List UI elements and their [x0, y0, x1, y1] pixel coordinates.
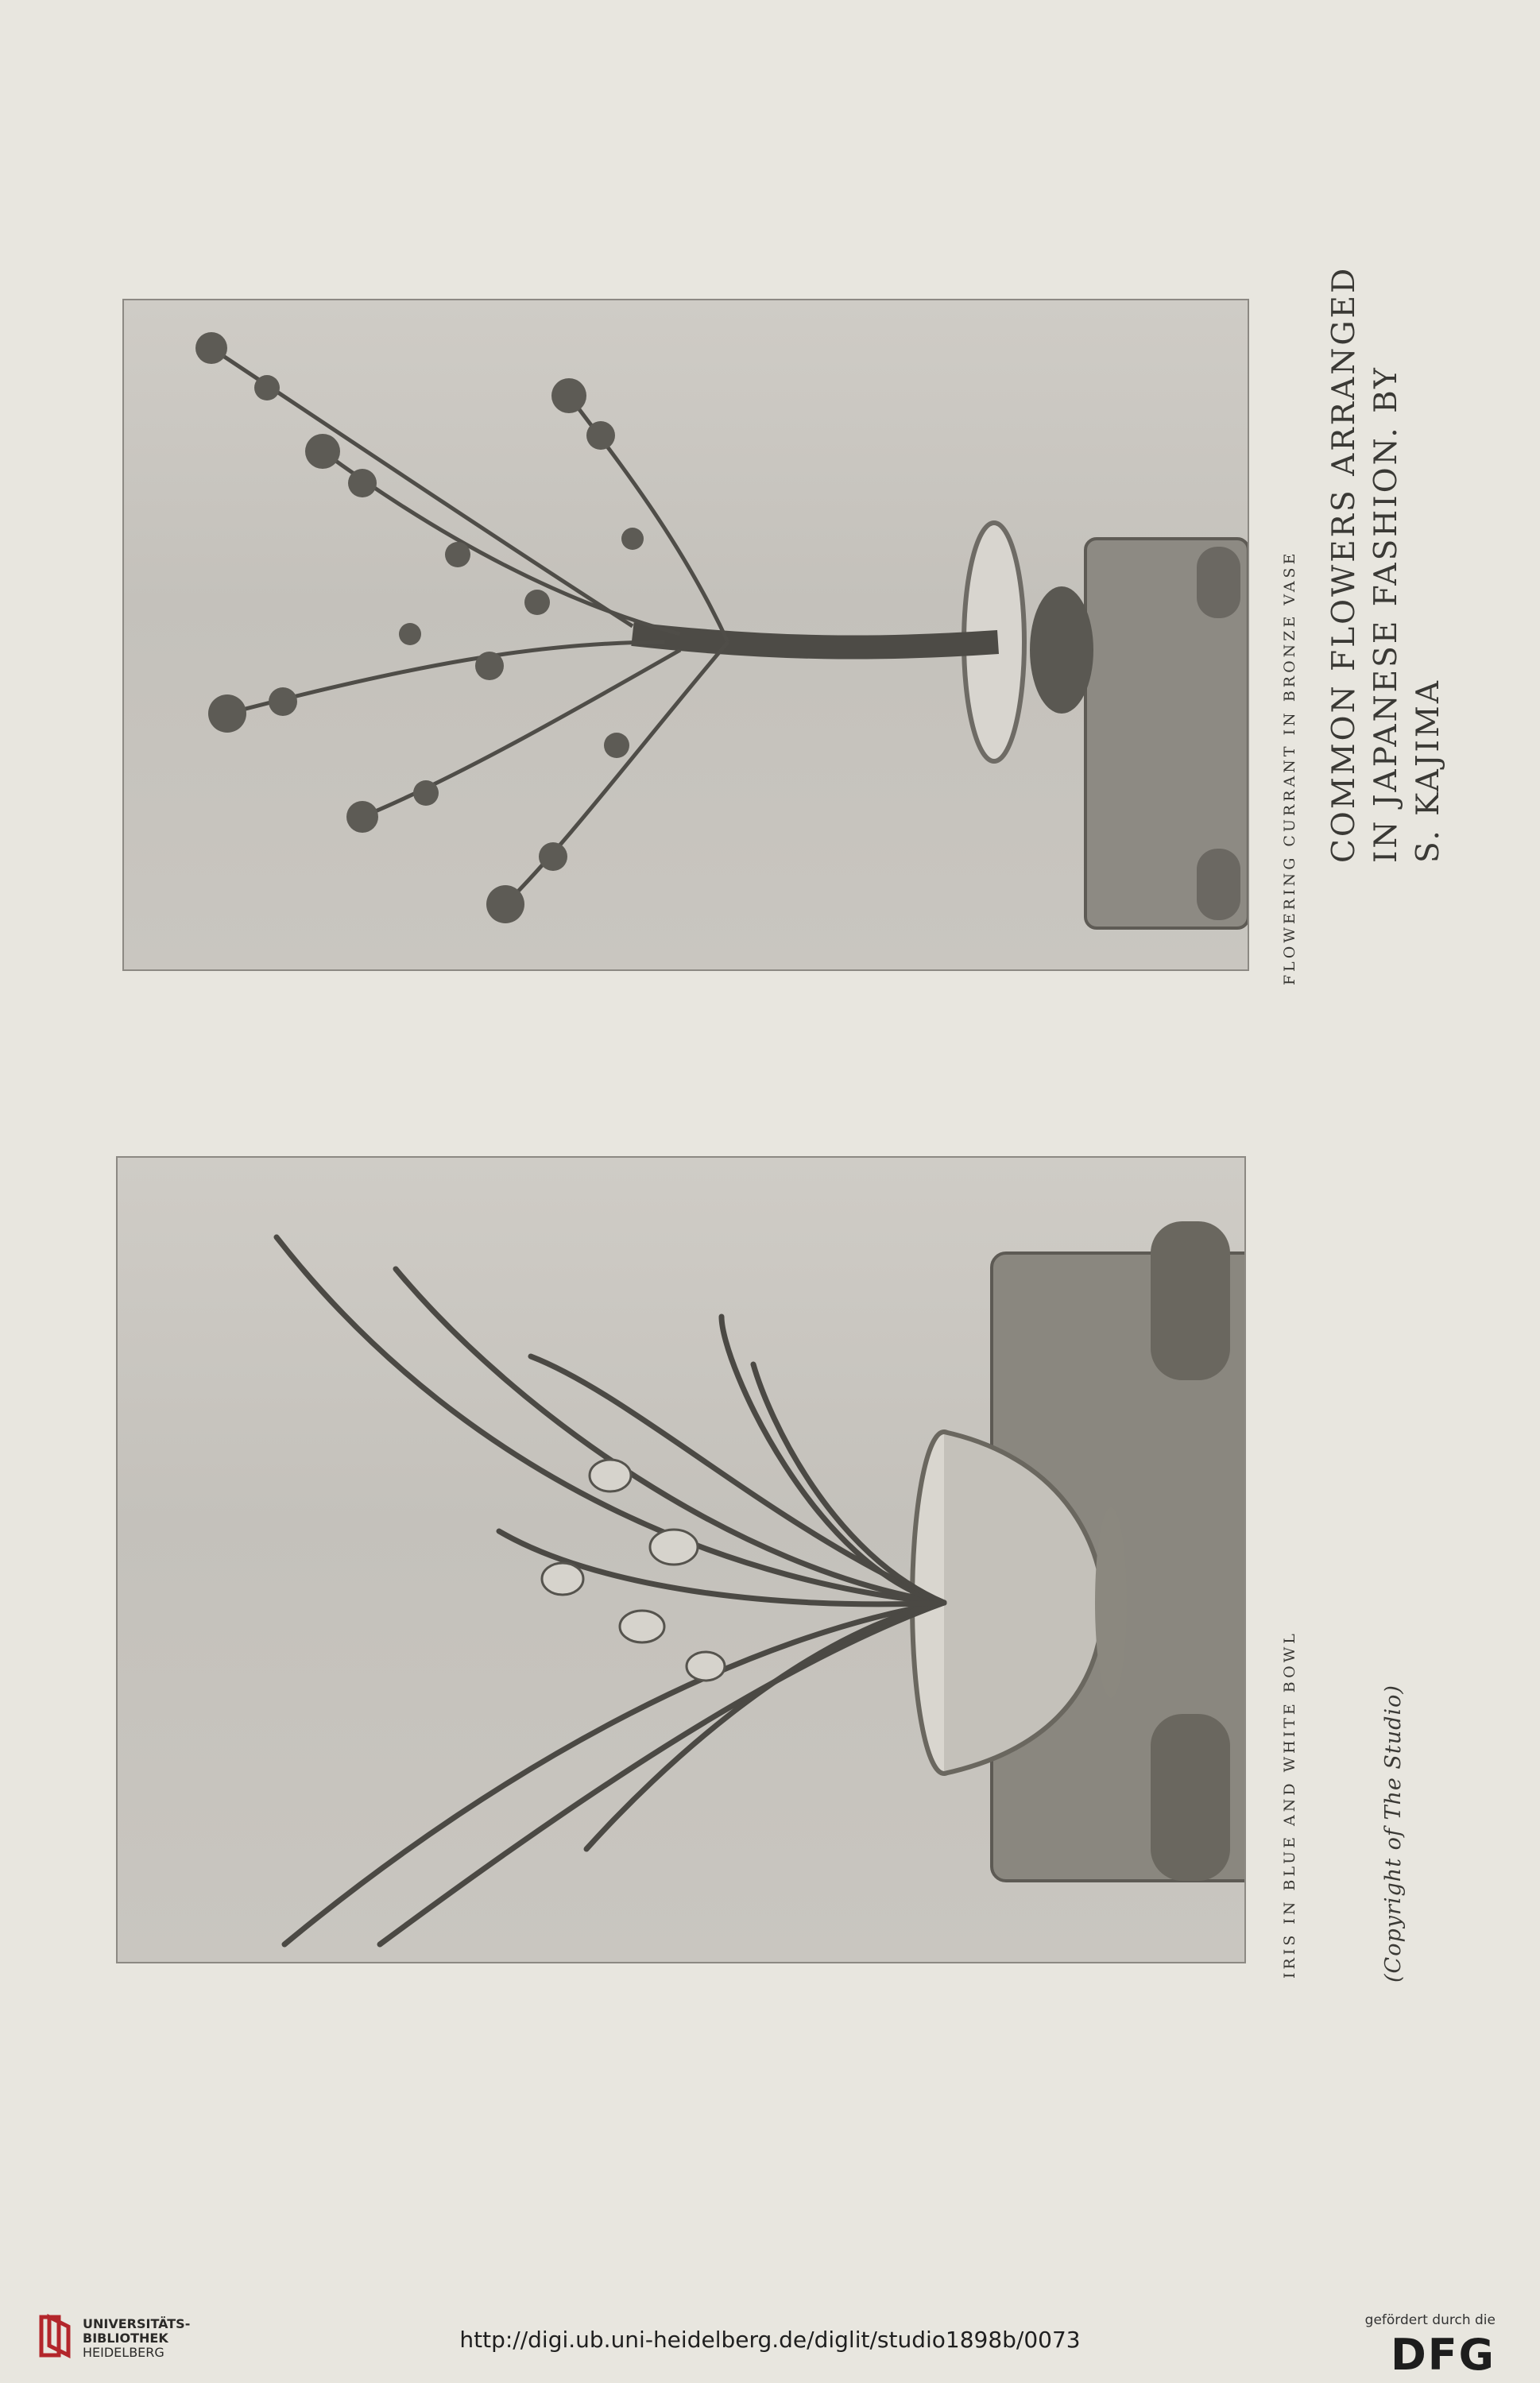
source-url-link[interactable]: http://digi.ub.uni-heidelberg.de/diglit/studio1898b/0073: [459, 2327, 1081, 2353]
sponsor-block: [1364, 2312, 1496, 2380]
iris-illustration: [118, 1158, 1244, 1962]
article-title-line-3: S. KAJIMA: [1410, 679, 1446, 863]
article-title-line-1: COMMON FLOWERS ARRANGED: [1326, 265, 1362, 863]
plate-iris: [116, 1156, 1246, 1963]
copyright-notice: (Copyright of The Studio): [1381, 1685, 1406, 1983]
currant-illustration: [124, 300, 1248, 969]
footer: [0, 2288, 1540, 2383]
dfg-logo: DFG: [1390, 2330, 1496, 2380]
caption-iris: IRIS IN BLUE AND WHITE BOWL: [1281, 1631, 1298, 1979]
library-name-line-3: HEIDELBERG: [83, 2345, 164, 2360]
sponsor-label: gefördert durch die: [1364, 2312, 1496, 2328]
library-name-line-2: BIBLIOTHEK: [83, 2331, 168, 2346]
plate-flowering-currant: [122, 299, 1249, 971]
article-title-line-2: IN JAPANESE FASHION. BY: [1368, 366, 1404, 863]
library-name-line-1: UNIVERSITÄTS-: [83, 2316, 191, 2331]
caption-flowering-currant: FLOWERING CURRANT IN BRONZE VASE: [1281, 550, 1298, 985]
